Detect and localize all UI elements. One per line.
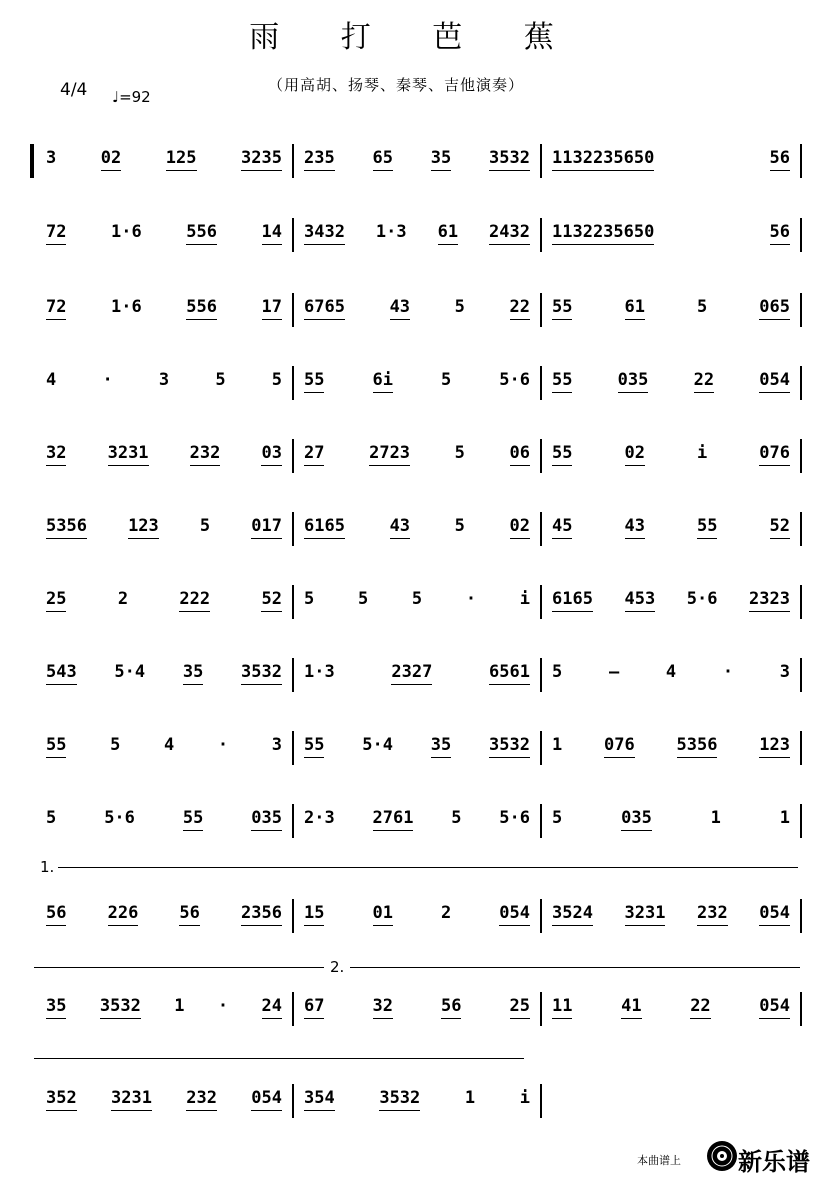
bar-line: [800, 585, 802, 619]
note-group: 5: [454, 297, 465, 317]
measure-notes: [304, 443, 530, 466]
measure-notes: [304, 148, 530, 171]
note-group: 11: [552, 996, 572, 1019]
note-group: 054: [251, 1088, 282, 1111]
note-group: 35: [431, 148, 451, 171]
note-group: 5356: [46, 516, 87, 539]
note-group: 43: [625, 516, 645, 539]
score-line: [0, 808, 829, 860]
note-group: 5: [411, 589, 423, 609]
bar-line: [540, 439, 542, 473]
note-group: 556: [186, 222, 217, 245]
note-group: 1: [779, 808, 790, 828]
measure-notes: [304, 516, 530, 539]
note-group: 354: [304, 1088, 335, 1111]
bar-line: [540, 658, 542, 692]
measure-notes: [552, 662, 790, 684]
note-group: 3432: [304, 222, 345, 245]
note-group: 6165: [304, 516, 345, 539]
note-group: ·: [722, 662, 734, 682]
volta-1-line: [58, 867, 798, 868]
note-group: 55: [552, 370, 572, 393]
note-group: 076: [604, 735, 635, 758]
note-group: 65: [373, 148, 393, 171]
note-group: 3231: [625, 903, 666, 926]
note-group: 3235: [241, 148, 282, 171]
score-subtitle: （用高胡、扬琴、秦琴、吉他演奏）: [268, 76, 525, 94]
score-line: [0, 222, 829, 274]
note-group: 3532: [489, 148, 530, 171]
note-group: ·: [102, 370, 113, 390]
score-line: [0, 1088, 829, 1140]
score-line: [0, 662, 829, 714]
note-group: 226: [108, 903, 139, 926]
note-group: 5: [199, 516, 211, 536]
bar-line: [800, 658, 802, 692]
score-line: [0, 370, 829, 422]
note-group: 222: [179, 589, 210, 612]
note-group: 5: [110, 735, 121, 755]
bar-line: [800, 512, 802, 546]
bar-line: [800, 218, 802, 252]
note-group: 3: [271, 735, 282, 755]
bar-line: [292, 731, 294, 765]
note-group: 6765: [304, 297, 345, 320]
bar-line: [540, 218, 542, 252]
note-group: 2723: [369, 443, 410, 466]
note-group: 453: [625, 589, 656, 612]
bar-line: [800, 899, 802, 933]
note-group: 1: [710, 808, 721, 828]
measure-notes: [552, 148, 790, 171]
note-group: 22: [694, 370, 714, 393]
measure-notes: [46, 996, 282, 1019]
score-line: [0, 297, 829, 349]
note-group: 3532: [489, 735, 530, 758]
note-group: 352: [46, 1088, 77, 1111]
volta-line-left-2: [34, 1058, 524, 1059]
note-group: 543: [46, 662, 77, 685]
volta-2-line: [350, 967, 800, 968]
measure-notes: [46, 148, 282, 171]
note-group: 67: [304, 996, 324, 1019]
volta-1-label: 1.: [40, 858, 55, 876]
measure-notes: [46, 516, 282, 539]
note-group: 56: [770, 222, 790, 245]
note-group: 1·3: [304, 662, 335, 682]
bar-line: [800, 992, 802, 1026]
note-group: 2323: [749, 589, 790, 612]
bar-line: [540, 293, 542, 327]
note-group: 5·6: [686, 589, 718, 609]
note-group: 3524: [552, 903, 593, 926]
measure-notes: [46, 297, 282, 320]
bar-line: [292, 658, 294, 692]
bar-line: [292, 366, 294, 400]
measure-notes: [552, 903, 790, 926]
note-group: 5356: [677, 735, 718, 758]
note-group: 55: [304, 370, 324, 393]
note-group: 3: [779, 662, 790, 682]
note-group: 35: [183, 662, 203, 685]
measure-notes: [46, 903, 282, 926]
footer-text: 本曲谱上: [637, 1154, 681, 1167]
note-group: 3: [158, 370, 170, 390]
note-group: 232: [697, 903, 728, 926]
note-group: 5: [441, 370, 452, 390]
note-group: 5: [215, 370, 226, 390]
note-group: 52: [770, 516, 790, 539]
bar-line: [292, 439, 294, 473]
measure-notes: [46, 370, 282, 392]
note-group: 32: [373, 996, 393, 1019]
score-title: 雨 打 芭 蕉: [249, 20, 580, 55]
note-group: 232: [190, 443, 221, 466]
note-group: 02: [625, 443, 645, 466]
note-group: 5·6: [499, 808, 530, 828]
bar-line: [540, 585, 542, 619]
note-group: 02: [101, 148, 121, 171]
note-group: 556: [186, 297, 217, 320]
note-group: 5·6: [104, 808, 135, 828]
note-group: 55: [183, 808, 203, 831]
score-line: [0, 589, 829, 641]
note-group: 17: [262, 297, 282, 320]
note-group: ·: [217, 735, 229, 755]
bar-line: [292, 585, 294, 619]
note-group: 3: [46, 148, 57, 168]
measure-notes: [552, 996, 790, 1019]
bar-line: [292, 992, 294, 1026]
note-group: 55: [697, 516, 717, 539]
measure-notes: [304, 589, 530, 611]
note-group: 4: [46, 370, 57, 390]
bar-line: [540, 731, 542, 765]
score-line: [0, 516, 829, 568]
note-group: 054: [759, 370, 790, 393]
measure-notes: [552, 589, 790, 612]
note-group: 52: [261, 589, 281, 612]
note-group: 14: [262, 222, 282, 245]
bar-line: [292, 293, 294, 327]
note-group: 5·6: [499, 370, 530, 390]
measure-notes: [552, 808, 790, 831]
measure-notes: [304, 996, 530, 1019]
measure-notes: [304, 1088, 530, 1111]
note-group: 55: [552, 443, 572, 466]
note-group: 5: [271, 370, 282, 390]
measure-notes: [304, 297, 530, 320]
note-group: 054: [759, 903, 790, 926]
note-group: 56: [770, 148, 790, 171]
note-group: 1·6: [111, 222, 142, 242]
tempo-marking: ♩=92: [112, 88, 151, 106]
note-group: 232: [186, 1088, 217, 1111]
note-group: i: [519, 1088, 530, 1108]
note-group: 43: [390, 516, 410, 539]
note-group: 1·3: [375, 222, 407, 242]
measure-notes: [552, 443, 790, 466]
note-group: 235: [304, 148, 335, 171]
note-group: 2432: [489, 222, 530, 245]
measure-notes: [46, 662, 282, 685]
note-group: 5: [454, 443, 465, 463]
note-group: 035: [621, 808, 652, 831]
note-group: 5: [552, 662, 563, 682]
note-group: 32: [46, 443, 66, 466]
note-group: 5: [697, 297, 708, 317]
measure-notes: [46, 808, 282, 831]
note-group: 1132235650: [552, 222, 654, 245]
measure-notes: [46, 589, 282, 612]
bar-line: [540, 1084, 542, 1118]
measure-notes: [304, 808, 530, 831]
note-group: 55: [304, 735, 324, 758]
measure-notes: [552, 222, 790, 245]
score-line: [0, 443, 829, 495]
note-group: 5: [46, 808, 57, 828]
bar-line: [800, 804, 802, 838]
note-group: 25: [510, 996, 530, 1019]
repeat-start-bar: [30, 144, 34, 178]
note-group: 3532: [379, 1088, 420, 1111]
note-group: 35: [431, 735, 451, 758]
note-group: 2: [441, 903, 452, 923]
note-group: 054: [499, 903, 530, 926]
note-group: 56: [441, 996, 461, 1019]
measure-notes: [46, 443, 282, 466]
note-group: ·: [465, 589, 477, 609]
note-group: 035: [618, 370, 649, 393]
bar-line: [292, 144, 294, 178]
note-group: i: [519, 589, 530, 609]
note-group: 5·4: [362, 735, 393, 755]
note-group: 065: [759, 297, 790, 320]
bar-line: [292, 218, 294, 252]
note-group: 1·6: [111, 297, 142, 317]
score-line: [0, 735, 829, 787]
note-group: 56: [46, 903, 66, 926]
measure-notes: [46, 735, 282, 758]
note-group: 1: [174, 996, 185, 1016]
note-group: 45: [552, 516, 572, 539]
bar-line: [800, 731, 802, 765]
note-group: 123: [128, 516, 159, 539]
time-signature: 4/4: [60, 80, 88, 100]
note-group: 56: [179, 903, 199, 926]
score-line: [0, 148, 829, 200]
bar-line: [800, 366, 802, 400]
note-group: 5: [451, 808, 462, 828]
bar-line: [540, 144, 542, 178]
bar-line: [800, 144, 802, 178]
note-group: 3532: [100, 996, 141, 1019]
measure-notes: [304, 370, 530, 393]
note-group: 5: [552, 808, 563, 828]
measure-notes: [304, 662, 530, 685]
bar-line: [540, 992, 542, 1026]
bar-line: [800, 439, 802, 473]
note-group: 41: [621, 996, 641, 1019]
volta-line-left: [34, 967, 324, 968]
measure-notes: [304, 903, 530, 926]
note-group: 3231: [108, 443, 149, 466]
measure-notes: [46, 1088, 282, 1111]
note-group: 6165: [552, 589, 593, 612]
note-group: 55: [46, 735, 66, 758]
note-group: 03: [261, 443, 281, 466]
note-group: i: [697, 443, 708, 463]
bar-line: [292, 512, 294, 546]
note-group: 22: [510, 297, 530, 320]
measure-notes: [552, 516, 790, 539]
note-group: 27: [304, 443, 324, 466]
note-group: ·: [217, 996, 229, 1016]
measure-notes: [304, 222, 530, 245]
note-group: 1: [464, 1088, 476, 1108]
bar-line: [540, 804, 542, 838]
note-group: 125: [166, 148, 197, 171]
note-group: 24: [262, 996, 282, 1019]
bar-line: [800, 293, 802, 327]
bar-line: [292, 1084, 294, 1118]
note-group: 4: [665, 662, 677, 682]
note-group: 43: [390, 297, 410, 320]
score-line: [0, 996, 829, 1048]
note-group: 017: [251, 516, 282, 539]
note-group: 72: [46, 222, 66, 245]
note-group: 2356: [241, 903, 282, 926]
note-group: 22: [690, 996, 710, 1019]
note-group: 3532: [241, 662, 282, 685]
score-line: [0, 903, 829, 955]
measure-notes: [46, 222, 282, 245]
measure-notes: [552, 370, 790, 393]
note-group: 3231: [111, 1088, 152, 1111]
logo-text: 新乐谱: [738, 1148, 810, 1176]
note-group: 054: [759, 996, 790, 1019]
note-group: 076: [759, 443, 790, 466]
note-group: 61: [625, 297, 645, 320]
note-group: 35: [46, 996, 66, 1019]
note-group: 55: [552, 297, 572, 320]
note-group: 123: [759, 735, 790, 758]
bar-line: [292, 804, 294, 838]
measure-notes: [552, 735, 790, 758]
note-group: 1: [552, 735, 563, 755]
note-group: 61: [438, 222, 458, 245]
note-group: 2327: [391, 662, 432, 685]
note-group: 5: [304, 589, 315, 609]
note-group: 02: [510, 516, 530, 539]
bar-line: [540, 512, 542, 546]
note-group: 035: [251, 808, 282, 831]
note-group: 6i: [373, 370, 393, 393]
bar-line: [292, 899, 294, 933]
note-group: 4: [163, 735, 175, 755]
note-group: 01: [373, 903, 393, 926]
note-group: 6561: [489, 662, 530, 685]
note-group: 06: [510, 443, 530, 466]
measure-notes: [552, 297, 790, 320]
measure-notes: [304, 735, 530, 758]
note-group: 5·4: [114, 662, 146, 682]
note-group: 2: [117, 589, 129, 609]
note-group: 1132235650: [552, 148, 654, 171]
note-group: 5: [357, 589, 369, 609]
note-group: 72: [46, 297, 66, 320]
note-group: 15: [304, 903, 324, 926]
volta-2-label: 2.: [330, 958, 345, 976]
note-group: 25: [46, 589, 66, 612]
note-group: —: [608, 662, 620, 682]
note-group: 2761: [373, 808, 414, 831]
bar-line: [540, 899, 542, 933]
note-group: 2·3: [304, 808, 335, 828]
note-group: 5: [454, 516, 465, 536]
bar-line: [540, 366, 542, 400]
